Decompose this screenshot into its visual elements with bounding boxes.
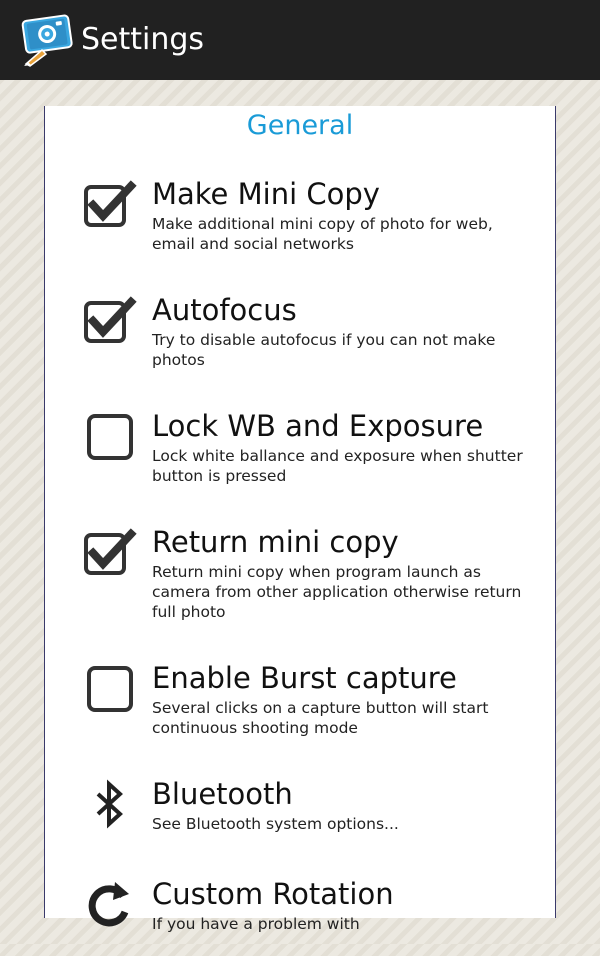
pref-title: Return mini copy (152, 525, 399, 559)
pref-summary: If you have a problem with (152, 915, 360, 933)
pref-title: Custom Rotation (152, 877, 394, 911)
pref-title: Bluetooth (152, 777, 293, 811)
pref-return-mini-copy[interactable] (45, 524, 555, 644)
pref-lock-wb-exposure[interactable] (45, 408, 555, 508)
pref-autofocus[interactable] (45, 292, 555, 392)
pref-bluetooth[interactable] (45, 776, 555, 856)
pref-custom-rotation[interactable] (45, 876, 555, 956)
bluetooth-icon (81, 778, 137, 834)
pref-title: Lock WB and Exposure (152, 409, 484, 443)
pref-make-mini-copy[interactable] (45, 176, 555, 276)
pref-summary: Try to disable autofocus if you can not make photos (152, 331, 496, 369)
pref-title: Autofocus (152, 293, 297, 327)
checkbox-checked-icon[interactable] (81, 526, 137, 582)
checkbox-unchecked-icon[interactable] (81, 662, 137, 718)
pref-summary: Make additional mini copy of photo for web, email and social networks (152, 215, 493, 253)
checkbox-unchecked-icon[interactable] (81, 410, 137, 466)
pref-title: Enable Burst capture (152, 661, 457, 695)
settings-panel[interactable] (44, 106, 556, 933)
action-bar (0, 0, 600, 80)
checkbox-checked-icon[interactable] (81, 178, 137, 234)
pref-summary: Return mini copy when program launch as camera from other application otherwise return full photo (152, 563, 522, 621)
pref-summary: Several clicks on a capture button will start continuous shooting mode (152, 699, 489, 737)
pref-title: Make Mini Copy (152, 177, 380, 211)
pref-summary: Lock white ballance and exposure when shutter button is pressed (152, 447, 523, 485)
camera-app-icon[interactable] (20, 12, 76, 68)
pref-summary: See Bluetooth system options... (152, 815, 399, 833)
rotate-icon (81, 876, 137, 932)
checkbox-checked-icon[interactable] (81, 294, 137, 350)
pref-enable-burst-capture[interactable] (45, 660, 555, 760)
section-header-general: General (246, 110, 354, 141)
page-title: Settings (81, 22, 205, 57)
